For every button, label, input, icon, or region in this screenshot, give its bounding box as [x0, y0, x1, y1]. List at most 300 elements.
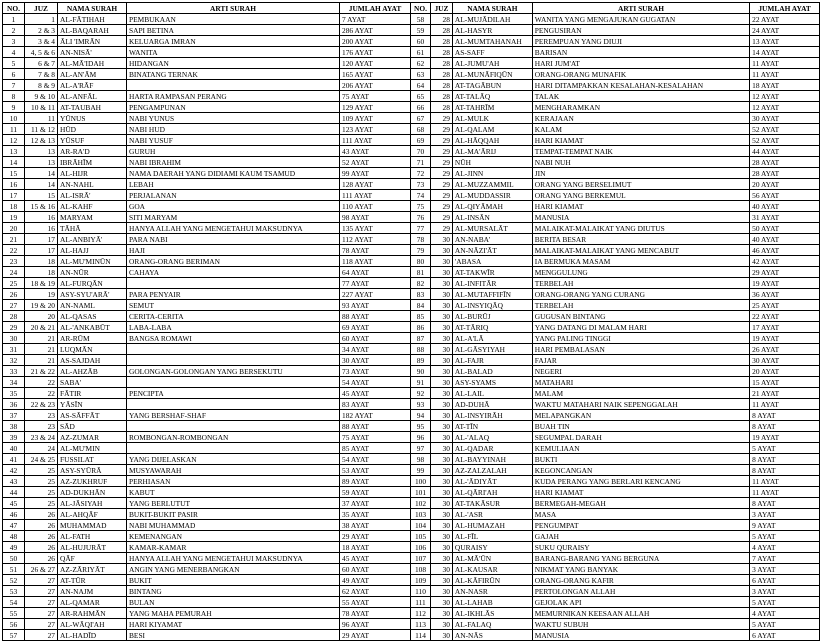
table-row: [411, 586, 820, 597]
table-row: [3, 355, 411, 366]
juz-number: 30: [430, 399, 452, 410]
surah-meaning: LEBAH: [127, 179, 340, 190]
verse-count: 4 AYAT: [750, 542, 820, 553]
verse-count: 18 AYAT: [750, 80, 820, 91]
surah-name: QĀF: [58, 553, 127, 564]
surah-name: LUQMĀN: [58, 344, 127, 355]
surah-name: AZ-ZĀRIYĀT: [58, 564, 127, 575]
juz-number: 21 & 22: [25, 366, 58, 377]
table-row: [3, 498, 411, 509]
juz-number: 30: [430, 608, 452, 619]
surah-name: AL-FATH: [58, 531, 127, 542]
verse-count: 26 AYAT: [750, 344, 820, 355]
table-row: [3, 80, 411, 91]
surah-number: 65: [411, 91, 431, 102]
verse-count: 73 AYAT: [340, 366, 411, 377]
verse-count: 52 AYAT: [750, 124, 820, 135]
surah-meaning: PEMBUKAAN: [127, 14, 340, 25]
verse-count: 78 AYAT: [340, 608, 411, 619]
surah-meaning: GAJAH: [532, 531, 749, 542]
surah-meaning: HARI DITAMPAKKAN KESALAHAN-KESALAHAN: [532, 80, 749, 91]
surah-number: 99: [411, 465, 431, 476]
table-row: [3, 454, 411, 465]
table-row: [411, 344, 820, 355]
surah-number: 76: [411, 212, 431, 223]
surah-meaning: NABI NUH: [532, 157, 749, 168]
surah-name: YĀSĪN: [58, 399, 127, 410]
surah-meaning: BUKIT: [127, 575, 340, 586]
surah-name: AL-JINN: [452, 168, 532, 179]
table-row: [3, 586, 411, 597]
table-row: [3, 289, 411, 300]
surah-name: MARYAM: [58, 212, 127, 223]
surah-number: 56: [3, 619, 25, 630]
surah-name: AL-KAUSAR: [452, 564, 532, 575]
juz-number: 29: [430, 212, 452, 223]
juz-number: 27: [25, 575, 58, 586]
surah-table-body-left: [3, 14, 411, 641]
header-juz: JUZ: [25, 3, 58, 14]
header-nama-surah: NAMA SURAH: [58, 3, 127, 14]
surah-number: 2: [3, 25, 25, 36]
verse-count: 52 AYAT: [340, 157, 411, 168]
surah-number: 22: [3, 245, 25, 256]
surah-number: 98: [411, 454, 431, 465]
surah-number: 43: [3, 476, 25, 487]
surah-meaning: TALAK: [532, 91, 749, 102]
header-row: [3, 3, 411, 14]
surah-number: 91: [411, 377, 431, 388]
verse-count: 112 AYAT: [340, 234, 411, 245]
surah-meaning: HANYA ALLAH YANG MENGETAHUI MAKSUDNYA: [127, 223, 340, 234]
juz-number: 29: [430, 201, 452, 212]
surah-name: AL-HĀQQAH: [452, 135, 532, 146]
surah-number: 55: [3, 608, 25, 619]
table-row: [411, 575, 820, 586]
surah-name: QURAISY: [452, 542, 532, 553]
juz-number: 20: [25, 311, 58, 322]
juz-number: 26: [25, 531, 58, 542]
verse-count: 8 AYAT: [750, 410, 820, 421]
surah-name: ASY-SYŪRĀ: [58, 465, 127, 476]
juz-number: 22: [25, 388, 58, 399]
surah-name: AN-NĀZI'ĀT: [452, 245, 532, 256]
juz-number: 23 & 24: [25, 432, 58, 443]
table-row: [3, 157, 411, 168]
surah-number: 15: [3, 168, 25, 179]
surah-name: AL-MUZZAMMIL: [452, 179, 532, 190]
verse-count: 18 AYAT: [340, 542, 411, 553]
table-row: [411, 531, 820, 542]
surah-name: AL-MA'ĀRIJ: [452, 146, 532, 157]
table-row: [411, 256, 820, 267]
table-row: [3, 113, 411, 124]
verse-count: 227 AYAT: [340, 289, 411, 300]
table-row: [411, 234, 820, 245]
surah-name: AD-DUHĀ: [452, 399, 532, 410]
table-row: [411, 432, 820, 443]
juz-number: 30: [430, 476, 452, 487]
surah-number: 16: [3, 179, 25, 190]
verse-count: 83 AYAT: [340, 399, 411, 410]
surah-name: FUSSILAT: [58, 454, 127, 465]
surah-number: 63: [411, 69, 431, 80]
verse-count: 29 AYAT: [340, 630, 411, 641]
table-row: [3, 135, 411, 146]
juz-number: 30: [430, 410, 452, 421]
verse-count: 3 AYAT: [750, 586, 820, 597]
juz-number: 24 & 25: [25, 454, 58, 465]
juz-number: 26: [25, 520, 58, 531]
surah-number: 78: [411, 234, 431, 245]
surah-name: AT-TAKWĪR: [452, 267, 532, 278]
table-row: [411, 190, 820, 201]
surah-meaning: KERAJAAN: [532, 113, 749, 124]
table-row: [411, 300, 820, 311]
surah-number: 92: [411, 388, 431, 399]
verse-count: 13 AYAT: [750, 36, 820, 47]
surah-number: 12: [3, 135, 25, 146]
verse-count: 8 AYAT: [750, 498, 820, 509]
surah-number: 23: [3, 256, 25, 267]
juz-number: 21: [25, 344, 58, 355]
juz-number: 30: [430, 509, 452, 520]
surah-meaning: ANGIN YANG MENERBANGKAN: [127, 564, 340, 575]
table-row: [411, 14, 820, 25]
juz-number: 30: [430, 465, 452, 476]
surah-number: 47: [3, 520, 25, 531]
surah-number: 38: [3, 421, 25, 432]
table-row: [411, 146, 820, 157]
surah-number: 13: [3, 146, 25, 157]
header-jumlah-ayat: JUMLAH AYAT: [340, 3, 411, 14]
surah-number: 59: [411, 25, 431, 36]
surah-number: 49: [3, 542, 25, 553]
surah-number: 111: [411, 597, 431, 608]
surah-meaning: SEGUMPAL DARAH: [532, 432, 749, 443]
verse-count: 64 AYAT: [340, 267, 411, 278]
surah-name: AL-FAJR: [452, 355, 532, 366]
juz-number: 13: [25, 146, 58, 157]
surah-name: AL-ANFĀL: [58, 91, 127, 102]
surah-number: 69: [411, 135, 431, 146]
table-row: [411, 608, 820, 619]
juz-number: 1: [25, 14, 58, 25]
surah-number: 54: [3, 597, 25, 608]
table-row: [411, 36, 820, 47]
surah-meaning: WAKTU MATAHARI NAIK SEPENGGALAH: [532, 399, 749, 410]
surah-number: 109: [411, 575, 431, 586]
juz-number: 16: [25, 212, 58, 223]
juz-number: 25: [25, 476, 58, 487]
surah-name: AL-ISRĀ': [58, 190, 127, 201]
table-row: [3, 575, 411, 586]
surah-name: AT-TAUBAH: [58, 102, 127, 113]
surah-meaning: GOA: [127, 201, 340, 212]
table-row: [3, 344, 411, 355]
juz-number: 6 & 7: [25, 58, 58, 69]
verse-count: 30 AYAT: [750, 113, 820, 124]
surah-name: AL-'ALAQ: [452, 432, 532, 443]
surah-number: 84: [411, 300, 431, 311]
surah-number: 71: [411, 157, 431, 168]
surah-name: AZ-ZUMAR: [58, 432, 127, 443]
verse-count: 19 AYAT: [750, 278, 820, 289]
juz-number: 30: [430, 520, 452, 531]
juz-number: 15 & 16: [25, 201, 58, 212]
surah-name: AL-'ANKABŪT: [58, 322, 127, 333]
verse-count: 3 AYAT: [750, 564, 820, 575]
verse-count: 111 AYAT: [340, 135, 411, 146]
surah-name: AL-KĀFIRŪN: [452, 575, 532, 586]
surah-number: 24: [3, 267, 25, 278]
surah-name: AR-RAHMĀN: [58, 608, 127, 619]
surah-name: AL-HUMAZAH: [452, 520, 532, 531]
surah-number: 112: [411, 608, 431, 619]
surah-name: AN-NŪR: [58, 267, 127, 278]
juz-number: 30: [430, 322, 452, 333]
juz-number: 30: [430, 619, 452, 630]
surah-number: 5: [3, 58, 25, 69]
surah-meaning: YANG BERSHAF-SHAF: [127, 410, 340, 421]
verse-count: 7 AYAT: [340, 14, 411, 25]
verse-count: 38 AYAT: [340, 520, 411, 531]
verse-count: 89 AYAT: [340, 476, 411, 487]
juz-number: 30: [430, 575, 452, 586]
juz-number: 28: [430, 69, 452, 80]
table-row: [3, 91, 411, 102]
surah-meaning: WAKTU SUBUH: [532, 619, 749, 630]
surah-meaning: ORANG YANG BERSELIMUT: [532, 179, 749, 190]
surah-meaning: PARA PENYAIR: [127, 289, 340, 300]
table-row: [3, 333, 411, 344]
header-jumlah-ayat: JUMLAH AYAT: [750, 3, 820, 14]
surah-meaning: BANGSA ROMAWI: [127, 333, 340, 344]
verse-count: 15 AYAT: [750, 377, 820, 388]
juz-number: 20 & 21: [25, 322, 58, 333]
surah-meaning: HARI KIAMAT: [532, 487, 749, 498]
surah-name: AN-NABA': [452, 234, 532, 245]
surah-number: 14: [3, 157, 25, 168]
surah-meaning: KALAM: [532, 124, 749, 135]
verse-count: 11 AYAT: [750, 69, 820, 80]
surah-number: 61: [411, 47, 431, 58]
table-row: [3, 223, 411, 234]
juz-number: 30: [430, 289, 452, 300]
surah-number: 70: [411, 146, 431, 157]
surah-meaning: BUKTI: [532, 454, 749, 465]
table-row: [3, 278, 411, 289]
surah-name: AL-ANBIYĀ': [58, 234, 127, 245]
surah-name: AT-TĀRIQ: [452, 322, 532, 333]
surah-name: AS-SAJDAH: [58, 355, 127, 366]
verse-count: 165 AYAT: [340, 69, 411, 80]
surah-meaning: CAHAYA: [127, 267, 340, 278]
surah-table-left: [2, 2, 411, 641]
table-row: [411, 476, 820, 487]
surah-meaning: NABI MUHAMMAD: [127, 520, 340, 531]
surah-number: 90: [411, 366, 431, 377]
surah-name: IBRĀHĪM: [58, 157, 127, 168]
table-row: [411, 267, 820, 278]
table-row: [411, 289, 820, 300]
table-row: [411, 278, 820, 289]
verse-count: 55 AYAT: [340, 597, 411, 608]
verse-count: 8 AYAT: [750, 454, 820, 465]
surah-number: 87: [411, 333, 431, 344]
surah-table-body-right: [411, 14, 820, 641]
verse-count: 22 AYAT: [750, 14, 820, 25]
surah-name: 'ABASA: [452, 256, 532, 267]
juz-number: 25: [25, 465, 58, 476]
juz-number: 25: [25, 487, 58, 498]
juz-number: 16: [25, 223, 58, 234]
juz-number: 28: [430, 14, 452, 25]
verse-count: 5 AYAT: [750, 443, 820, 454]
surah-meaning: HARI PEMBALASAN: [532, 344, 749, 355]
surah-meaning: WANITA YANG MENGAJUKAN GUGATAN: [532, 14, 749, 25]
table-row: [411, 509, 820, 520]
surah-number: 103: [411, 509, 431, 520]
juz-number: 8 & 9: [25, 80, 58, 91]
table-row: [411, 135, 820, 146]
surah-number: 74: [411, 190, 431, 201]
surah-number: 44: [3, 487, 25, 498]
juz-number: 14: [25, 168, 58, 179]
juz-number: 15: [25, 190, 58, 201]
surah-name: AL-MURSALĀT: [452, 223, 532, 234]
verse-count: 128 AYAT: [340, 179, 411, 190]
juz-number: 30: [430, 443, 452, 454]
surah-meaning: NIKMAT YANG BANYAK: [532, 564, 749, 575]
surah-number: 42: [3, 465, 25, 476]
surah-name: AN-NAJM: [58, 586, 127, 597]
juz-number: 26: [25, 553, 58, 564]
surah-name: AL-MU'MIN: [58, 443, 127, 454]
surah-meaning: KUDA PERANG YANG BERLARI KENCANG: [532, 476, 749, 487]
juz-number: 30: [430, 553, 452, 564]
table-row: [411, 399, 820, 410]
surah-number: 89: [411, 355, 431, 366]
juz-number: 29: [430, 157, 452, 168]
verse-count: 118 AYAT: [340, 256, 411, 267]
surah-name: AL-FALAQ: [452, 619, 532, 630]
surah-meaning: BINATANG TERNAK: [127, 69, 340, 80]
verse-count: 62 AYAT: [340, 586, 411, 597]
surah-meaning: PARA NABI: [127, 234, 340, 245]
surah-number: 45: [3, 498, 25, 509]
surah-number: 3: [3, 36, 25, 47]
surah-name: AL-QALAM: [452, 124, 532, 135]
verse-count: 6 AYAT: [750, 575, 820, 586]
juz-number: 27: [25, 608, 58, 619]
table-row: [411, 80, 820, 91]
verse-count: 30 AYAT: [340, 355, 411, 366]
surah-number: 27: [3, 300, 25, 311]
surah-number: 79: [411, 245, 431, 256]
table-row: [3, 432, 411, 443]
surah-number: 102: [411, 498, 431, 509]
surah-name: AS-SĀFFĀT: [58, 410, 127, 421]
table-row: [3, 399, 411, 410]
surah-number: 1: [3, 14, 25, 25]
surah-meaning: KAMAR-KAMAR: [127, 542, 340, 553]
verse-count: 28 AYAT: [750, 157, 820, 168]
table-row: [3, 311, 411, 322]
juz-number: 30: [430, 366, 452, 377]
juz-number: 28: [430, 80, 452, 91]
surah-meaning: YANG PALING TINGGI: [532, 333, 749, 344]
verse-count: 109 AYAT: [340, 113, 411, 124]
verse-count: 4 AYAT: [750, 608, 820, 619]
surah-meaning: MANUSIA: [532, 212, 749, 223]
surah-name: ĀLI 'IMRĀN: [58, 36, 127, 47]
verse-count: 123 AYAT: [340, 124, 411, 135]
surah-name: AL-INFITĀR: [452, 278, 532, 289]
surah-number: 114: [411, 630, 431, 641]
surah-number: 36: [3, 399, 25, 410]
table-row: [411, 322, 820, 333]
surah-number: 83: [411, 289, 431, 300]
surah-name: AL-FĪL: [452, 531, 532, 542]
surah-number: 73: [411, 179, 431, 190]
verse-count: 93 AYAT: [340, 300, 411, 311]
juz-number: 19 & 20: [25, 300, 58, 311]
verse-count: 59 AYAT: [340, 487, 411, 498]
surah-name: AL-JĀSIYAH: [58, 498, 127, 509]
surah-number: 52: [3, 575, 25, 586]
table-row: [411, 58, 820, 69]
surah-name: AL-JUMU'AH: [452, 58, 532, 69]
verse-count: 42 AYAT: [750, 256, 820, 267]
table-row: [3, 256, 411, 267]
table-row: [411, 377, 820, 388]
juz-number: 30: [430, 256, 452, 267]
juz-number: 29: [430, 168, 452, 179]
juz-number: 28: [430, 91, 452, 102]
juz-number: 19: [25, 289, 58, 300]
surah-name: AL-QĀRI'AH: [452, 487, 532, 498]
verse-count: 78 AYAT: [340, 245, 411, 256]
table-row: [411, 124, 820, 135]
header-juz: JUZ: [430, 3, 452, 14]
surah-name: AL-WĀQI'AH: [58, 619, 127, 630]
juz-number: 9 & 10: [25, 91, 58, 102]
surah-meaning: BERITA BESAR: [532, 234, 749, 245]
juz-number: 27: [25, 630, 58, 641]
surah-number: 21: [3, 234, 25, 245]
verse-count: 5 AYAT: [750, 531, 820, 542]
surah-name: AL-MUTAFFIFĪN: [452, 289, 532, 300]
surah-number: 67: [411, 113, 431, 124]
verse-count: 54 AYAT: [340, 454, 411, 465]
verse-count: 96 AYAT: [340, 619, 411, 630]
surah-name: AL-AHQĀF: [58, 509, 127, 520]
surah-name: ASY-SYU'ARĀ': [58, 289, 127, 300]
surah-number: 18: [3, 201, 25, 212]
verse-count: 286 AYAT: [340, 25, 411, 36]
surah-name: AR-RŪM: [58, 333, 127, 344]
table-row: [411, 520, 820, 531]
surah-name: AN-NAML: [58, 300, 127, 311]
surah-name: AL-FĀTIHAH: [58, 14, 127, 25]
surah-number: 86: [411, 322, 431, 333]
surah-meaning: BULAN: [127, 597, 340, 608]
surah-number: 25: [3, 278, 25, 289]
surah-meaning: ORANG-ORANG KAFIR: [532, 575, 749, 586]
surah-name: AL-MUMTAHANAH: [452, 36, 532, 47]
surah-number: 106: [411, 542, 431, 553]
